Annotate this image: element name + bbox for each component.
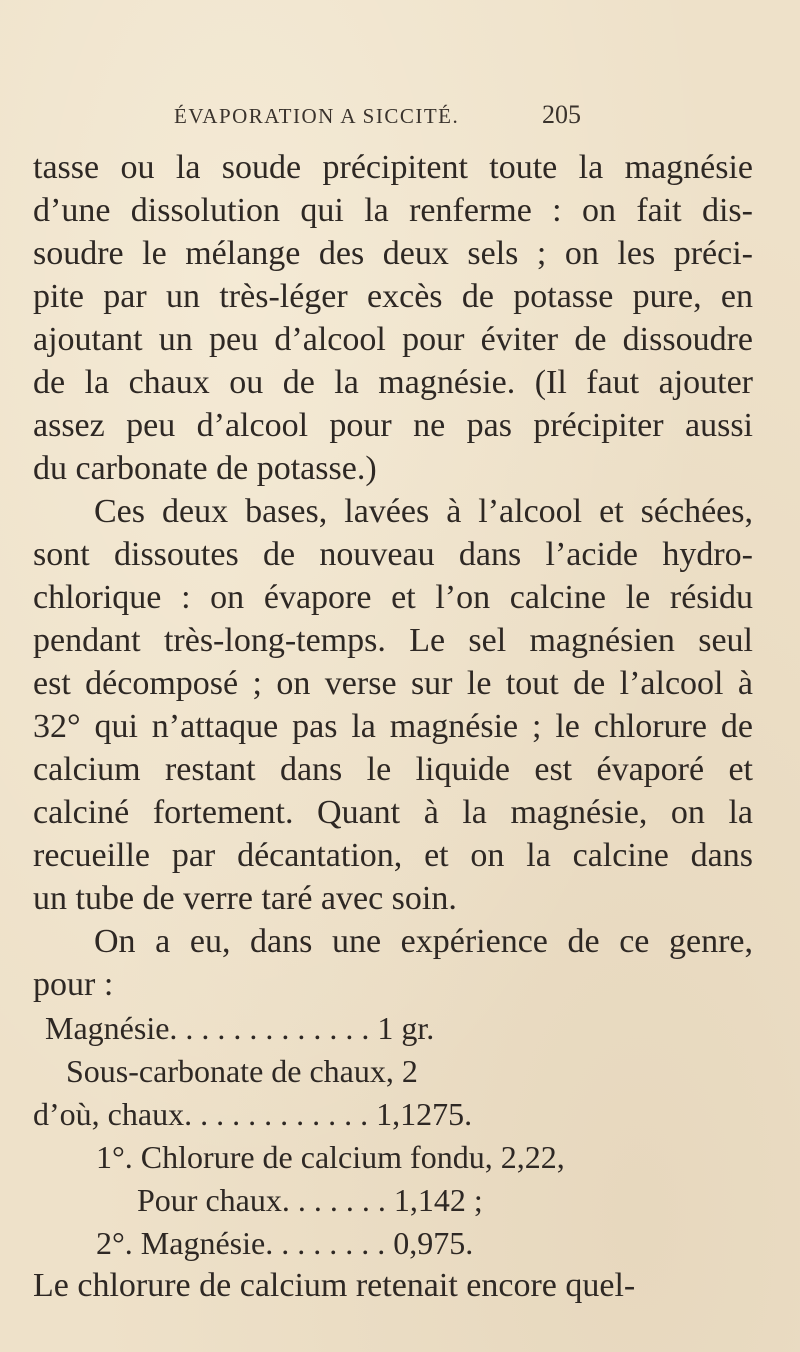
result-line: 1°. Chlorure de calcium fondu, 2,22,	[96, 1139, 565, 1175]
text-line: un tube de verre taré avec soin.	[33, 880, 457, 917]
result-line: Magnésie. . . . . . . . . . . . . 1 gr.	[45, 1010, 435, 1046]
result-line: Pour chaux. . . . . . . 1,142 ;	[137, 1182, 483, 1218]
text-line: chlorique : on évapore et l’on calcine le résidu	[33, 579, 753, 616]
text-line: assez peu d’alcool pour ne pas précipiter aussi	[33, 407, 753, 444]
text-line: est décomposé ; on verse sur le tout de l’alcool à	[33, 665, 753, 702]
text-line: d’une dissolution qui la renferme : on fait dis-	[33, 192, 753, 229]
text-line: Le chlorure de calcium retenait encore quel-	[33, 1267, 636, 1304]
result-line: d’où, chaux. . . . . . . . . . . . 1,1275.	[33, 1096, 473, 1132]
text-line: pite par un très-léger excès de potasse pure, en	[33, 278, 753, 315]
page-number: 205	[542, 100, 581, 129]
text-line: de la chaux ou de la magnésie. (Il faut ajouter	[33, 364, 753, 401]
page-header	[0, 98, 800, 138]
text-line: recueille par décantation, et on la calcine dans	[33, 837, 753, 874]
text-line: pour :	[33, 966, 114, 1003]
text-line: On a eu, dans une expérience de ce genre,	[94, 923, 753, 960]
text-line: pendant très-long-temps. Le sel magnésien seul	[33, 622, 753, 659]
text-line: 32° qui n’attaque pas la magnésie ; le chlorure de	[33, 708, 753, 745]
text-line: soudre le mélange des deux sels ; on les préci-	[33, 235, 753, 272]
text-line: ajoutant un peu d’alcool pour éviter de dissoudre	[33, 321, 753, 358]
text-line: calcium restant dans le liquide est évaporé et	[33, 751, 753, 788]
running-head: ÉVAPORATION A SICCITÉ.	[174, 104, 460, 128]
text-line: du carbonate de potasse.)	[33, 450, 377, 487]
text-line: tasse ou la soude précipitent toute la magnésie	[33, 149, 753, 186]
result-line: 2°. Magnésie. . . . . . . . 0,975.	[96, 1225, 474, 1261]
text-line: Ces deux bases, lavées à l’alcool et séchées,	[94, 493, 753, 530]
text-line: calciné fortement. Quant à la magnésie, on la	[33, 794, 753, 831]
result-line: Sous-carbonate de chaux, 2	[66, 1053, 418, 1089]
text-line: sont dissoutes de nouveau dans l’acide hydro-	[33, 536, 753, 573]
